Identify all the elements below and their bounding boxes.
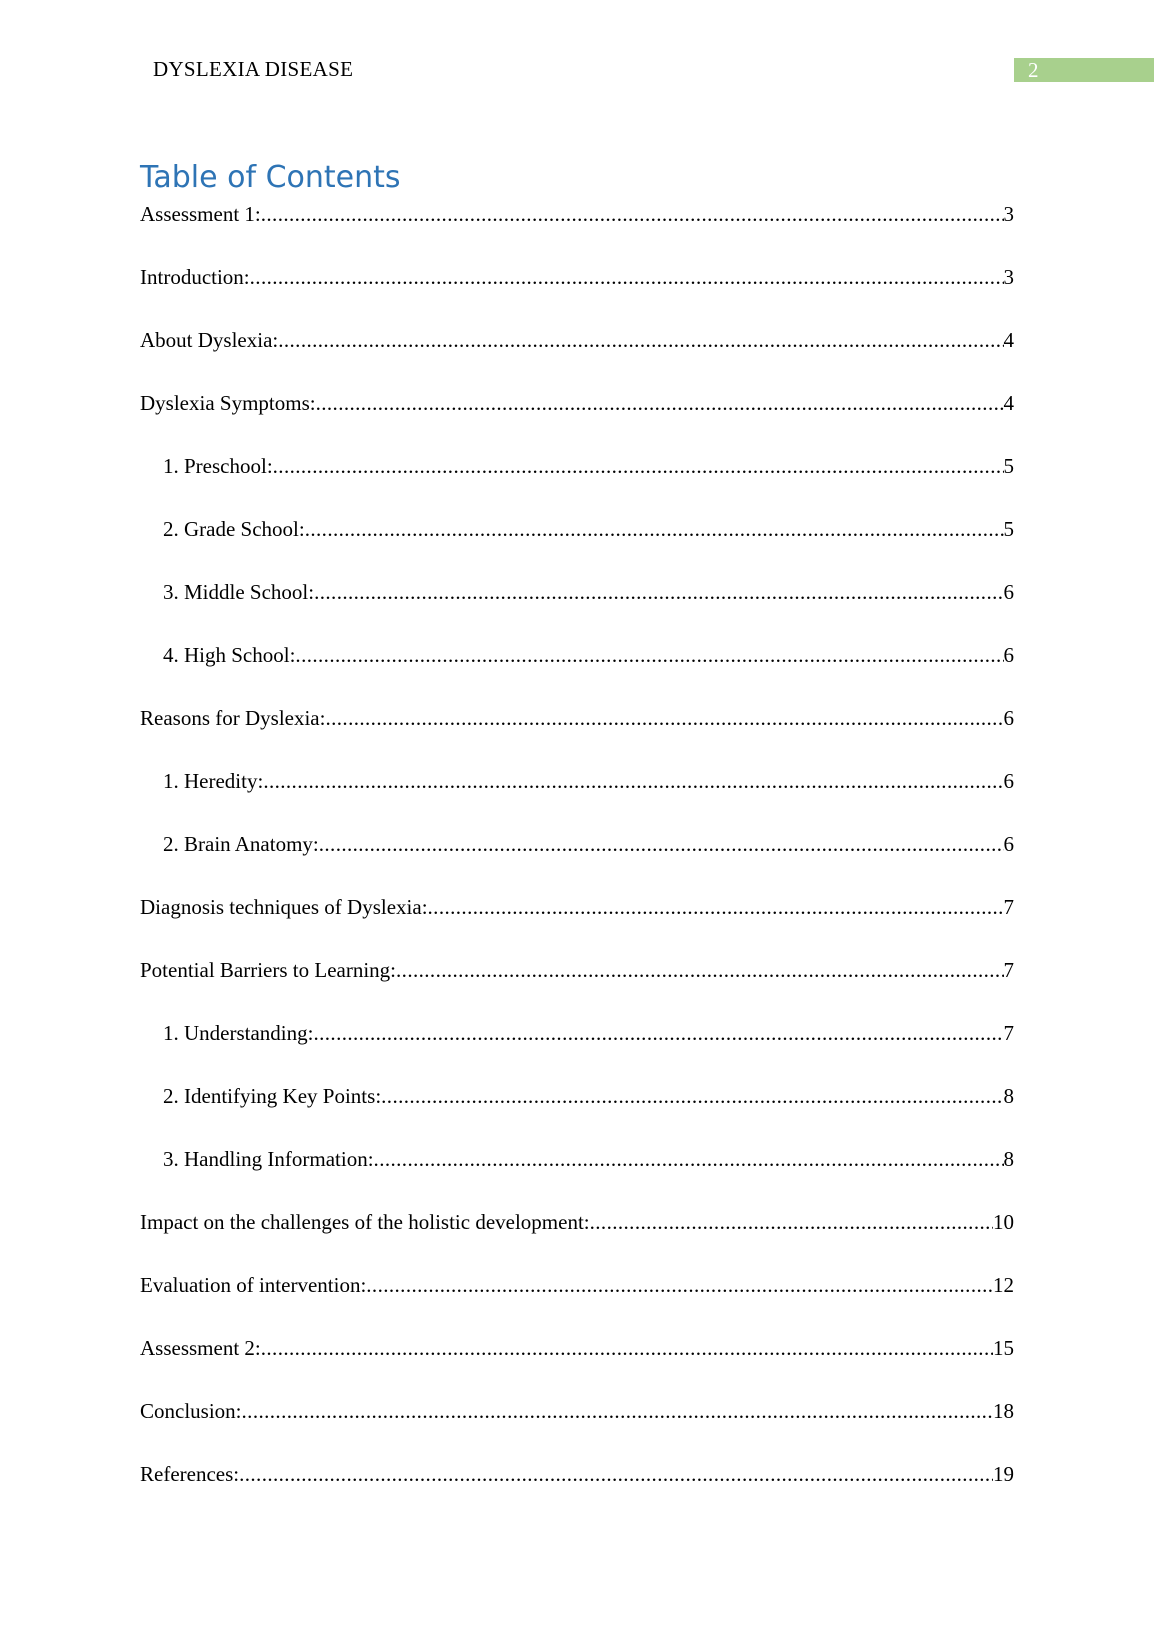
toc-entry-label: References:	[140, 1462, 240, 1486]
toc-entry-label: 2. Brain Anatomy:	[163, 832, 319, 856]
toc-leader	[590, 1208, 993, 1236]
toc-entry-label: Assessment 1:	[140, 202, 261, 226]
toc-entry[interactable]	[140, 200, 1014, 263]
toc-entry[interactable]	[140, 389, 1014, 452]
toc-list	[140, 200, 1014, 1523]
toc-leader	[325, 704, 1003, 732]
toc-entry-label: 1. Preschool:	[163, 454, 273, 478]
toc-entry[interactable]	[140, 1145, 1014, 1208]
toc-entry[interactable]	[140, 893, 1014, 956]
toc-entry[interactable]	[140, 767, 1014, 830]
toc-leader	[428, 893, 1004, 921]
toc-entry[interactable]	[140, 326, 1014, 389]
toc-leader	[295, 641, 1003, 669]
toc-entry-page: 6	[1003, 832, 1014, 856]
toc-entry-label: Conclusion:	[140, 1399, 242, 1423]
toc-entry-label: 4. High School:	[163, 643, 296, 667]
toc-entry[interactable]	[140, 1460, 1014, 1523]
toc-entry-page: 6	[1003, 769, 1014, 793]
toc-entry-page: 4	[1003, 391, 1014, 415]
page-number: 2	[1014, 58, 1154, 82]
toc-leader	[396, 956, 1003, 984]
toc-entry-page: 4	[1003, 328, 1014, 352]
toc-leader	[242, 1397, 993, 1425]
toc-leader	[305, 515, 1004, 543]
toc-entry-page: 3	[1003, 265, 1014, 289]
toc-entry-page: 5	[1003, 517, 1014, 541]
toc-entry-label: 2. Grade School:	[163, 517, 305, 541]
toc-entry-page: 18	[993, 1399, 1014, 1423]
toc-title: Table of Contents	[140, 160, 401, 195]
toc-entry-label: Evaluation of intervention:	[140, 1273, 367, 1297]
toc-entry-page: 5	[1003, 454, 1014, 478]
toc-leader	[278, 326, 1003, 354]
toc-leader	[316, 389, 1004, 417]
toc-entry-label: Dyslexia Symptoms:	[140, 391, 316, 415]
toc-entry-page: 7	[1003, 1021, 1014, 1045]
toc-entry[interactable]	[140, 641, 1014, 704]
toc-entry[interactable]	[140, 578, 1014, 641]
toc-entry[interactable]	[140, 263, 1014, 326]
toc-entry-label: 3. Handling Information:	[163, 1147, 374, 1171]
toc-entry[interactable]	[140, 515, 1014, 578]
toc-entry-page: 7	[1003, 958, 1014, 982]
toc-entry-label: About Dyslexia:	[140, 328, 279, 352]
toc-entry-page: 15	[993, 1336, 1014, 1360]
toc-entry-page: 10	[993, 1210, 1014, 1234]
toc-leader	[366, 1271, 993, 1299]
toc-entry-page: 7	[1003, 895, 1014, 919]
toc-entry-label: Introduction:	[140, 265, 250, 289]
toc-entry-label: Reasons for Dyslexia:	[140, 706, 326, 730]
toc-leader	[314, 578, 1003, 606]
toc-entry-page: 19	[993, 1462, 1014, 1486]
toc-entry-page: 3	[1003, 202, 1014, 226]
toc-entry[interactable]	[140, 1019, 1014, 1082]
toc-entry[interactable]	[140, 1208, 1014, 1271]
toc-entry-page: 8	[1003, 1084, 1014, 1108]
toc-leader	[381, 1082, 1003, 1110]
toc-leader	[273, 452, 1004, 480]
toc-entry-label: Diagnosis techniques of Dyslexia:	[140, 895, 428, 919]
toc-entry[interactable]	[140, 830, 1014, 893]
toc-entry[interactable]	[140, 1082, 1014, 1145]
toc-leader	[250, 263, 1004, 291]
toc-entry-label: Potential Barriers to Learning:	[140, 958, 397, 982]
toc-entry[interactable]	[140, 452, 1014, 515]
toc-entry-page: 8	[1003, 1147, 1014, 1171]
toc-leader	[261, 200, 1004, 228]
toc-leader	[374, 1145, 1004, 1173]
toc-entry-label: 1. Heredity:	[163, 769, 264, 793]
toc-entry-page: 6	[1003, 643, 1014, 667]
toc-entry[interactable]	[140, 1271, 1014, 1334]
toc-leader	[239, 1460, 993, 1488]
toc-entry-page: 6	[1003, 580, 1014, 604]
running-head: DYSLEXIA DISEASE	[153, 57, 354, 81]
toc-entry-label: 3. Middle School:	[163, 580, 315, 604]
toc-entry[interactable]	[140, 956, 1014, 1019]
toc-entry[interactable]	[140, 1397, 1014, 1460]
toc-entry-label: Assessment 2:	[140, 1336, 261, 1360]
toc-entry-page: 12	[993, 1273, 1014, 1297]
toc-leader	[263, 767, 1003, 795]
toc-entry[interactable]	[140, 704, 1014, 767]
toc-leader	[319, 830, 1004, 858]
toc-entry-label: 2. Identifying Key Points:	[163, 1084, 382, 1108]
toc-entry[interactable]	[140, 1334, 1014, 1397]
toc-leader	[313, 1019, 1003, 1047]
toc-entry-page: 6	[1003, 706, 1014, 730]
toc-entry-label: Impact on the challenges of the holistic development:	[140, 1210, 590, 1234]
toc-entry-label: 1. Understanding:	[163, 1021, 314, 1045]
toc-leader	[261, 1334, 993, 1362]
